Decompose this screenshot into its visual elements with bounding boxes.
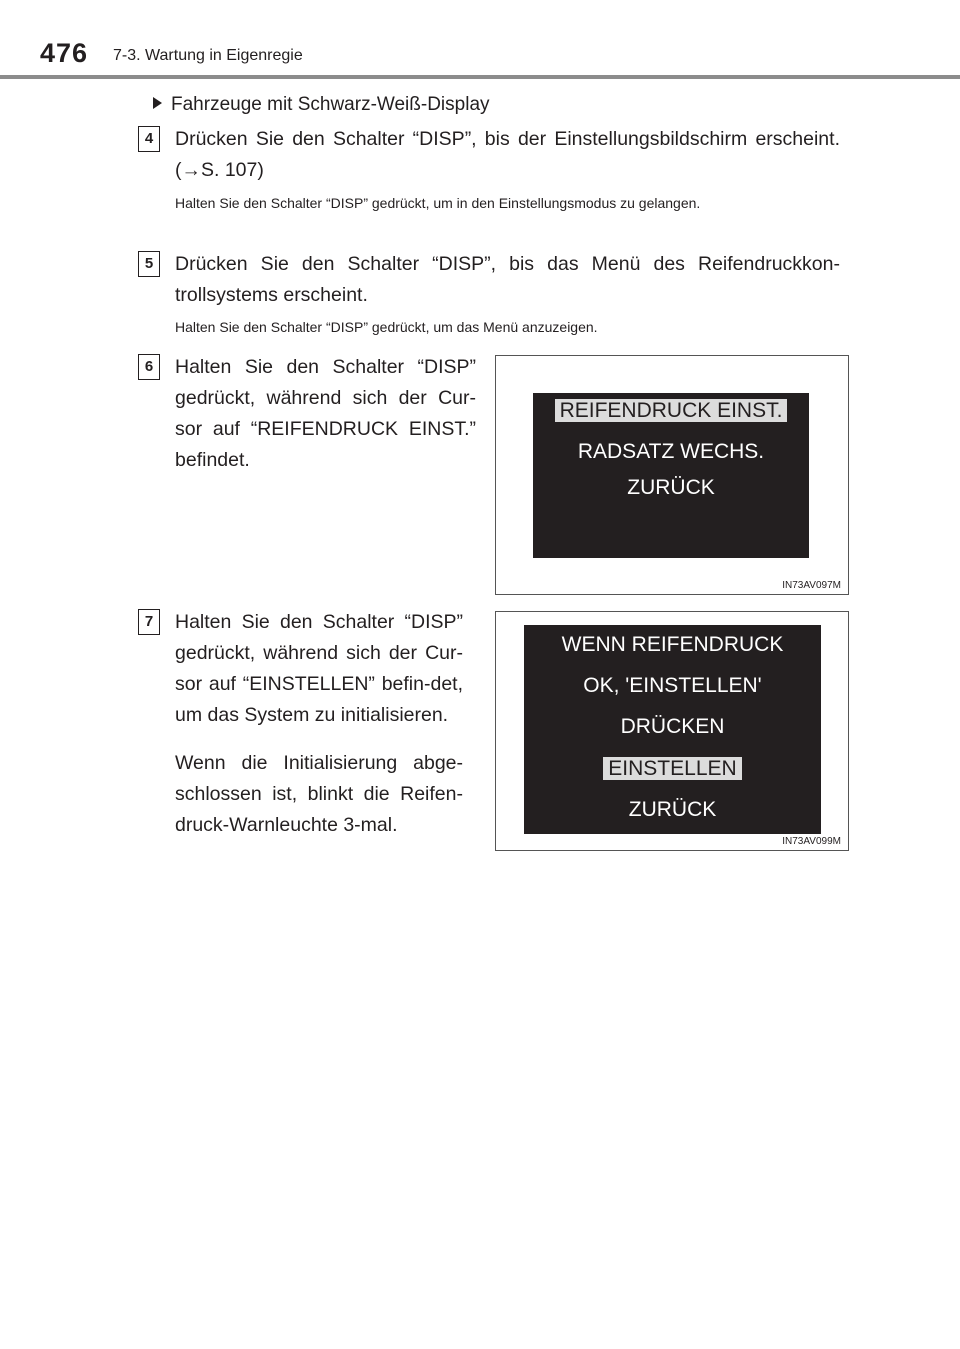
step-5-note: Halten Sie den Schalter “DISP” gedrückt, um das Menü anzuzeigen. (175, 319, 598, 335)
bullet-heading-text: Fahrzeuge mit Schwarz-Weiß-Display (171, 94, 490, 115)
menu-line-ok-einstellen: OK, 'EINSTELLEN' (583, 674, 762, 697)
menu-option-einstellen: EINSTELLEN (524, 756, 821, 782)
step-number-7: 7 (138, 609, 160, 635)
bullet-heading (153, 93, 490, 117)
menu-option-reifendruck-einst: REIFENDRUCK EINST. (533, 398, 809, 424)
menu-option-zurueck: ZURÜCK (627, 476, 715, 499)
step-number-6: 6 (138, 354, 160, 380)
menu-line-druecken: DRÜCKEN (620, 715, 725, 738)
step-5-text: Drücken Sie den Schalter “DISP”, bis das Menü des Reifendruckkon-trollsystems erscheint. (175, 253, 840, 306)
triangle-bullet-icon (153, 97, 162, 109)
figure-code-2: IN73AV099M (782, 836, 841, 847)
step-6-text: Halten Sie den Schalter “DISP” gedrückt, während sich der Cur-sor auf “REIFENDRUCK EINST.” befindet. (175, 356, 476, 471)
page-header (0, 0, 960, 80)
display-figure-2 (495, 611, 849, 851)
figure-code-1: IN73AV097M (782, 580, 841, 591)
menu-option-zurueck-2: ZURÜCK (628, 798, 717, 821)
step-7-text-result: Wenn die Initialisierung abge-schlossen ist, blinkt die Reifen-druck-Warnleuchte 3-mal. (175, 752, 463, 836)
step-7-text: Halten Sie den Schalter “DISP” gedrückt, während sich der Cur-sor auf “EINSTELLEN” befin-det, um das System zu initialisieren. (175, 611, 463, 726)
step-number-5: 5 (138, 251, 160, 277)
menu-line-wenn-reifendruck: WENN REIFENDRUCK (561, 633, 784, 656)
step-4-note: Halten Sie den Schalter “DISP” gedrückt, um in den Einstellungsmodus zu gelangen. (175, 195, 701, 211)
step-number-4: 4 (138, 126, 160, 152)
menu-option-radsatz-wechs: RADSATZ WECHS. (577, 440, 765, 463)
display-screen-2 (524, 625, 821, 834)
section-title: 7-3. Wartung in Eigenregie (113, 47, 303, 64)
display-figure-1 (495, 355, 849, 595)
header-divider (0, 75, 960, 79)
page-number: 476 (40, 38, 89, 68)
step-4-text: Drücken Sie den Schalter “DISP”, bis der Einstellungsbildschirm erscheint. (→S. 107) (175, 128, 840, 181)
display-screen-1 (533, 393, 809, 558)
